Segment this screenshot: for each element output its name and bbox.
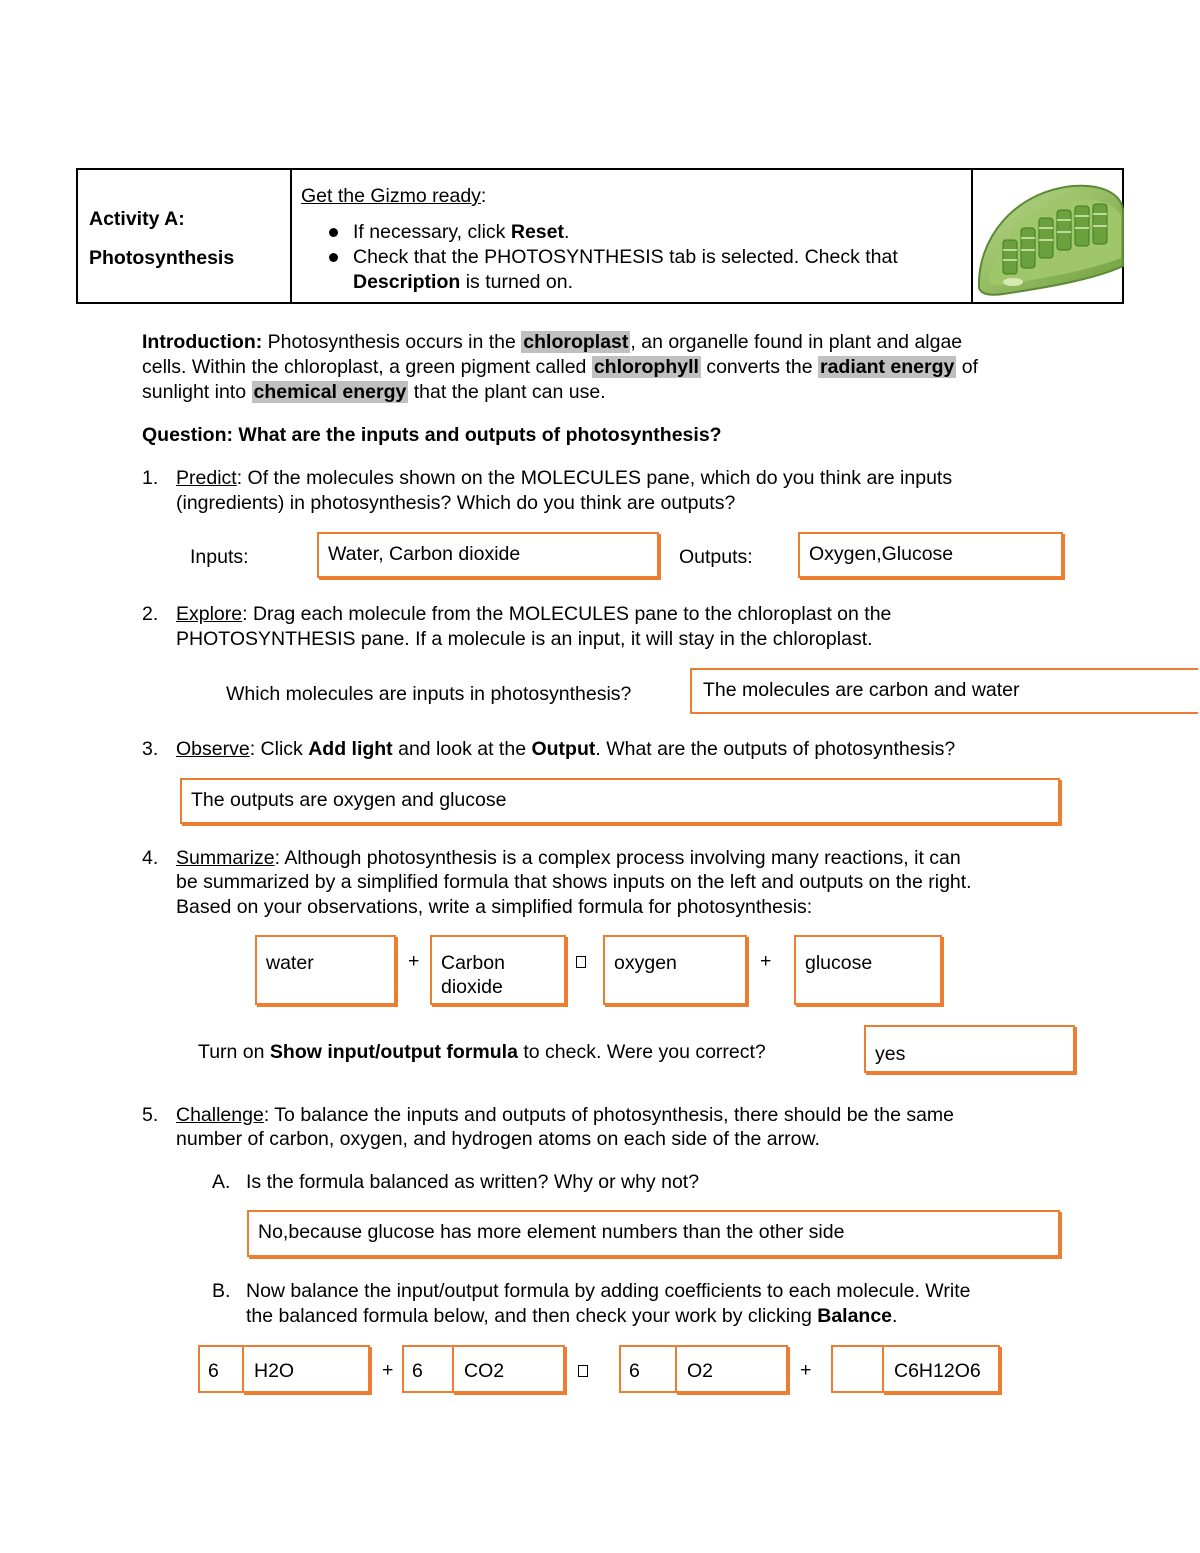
q1-line-2: (ingredients) in photosynthesis? Which do you think are outputs? (176, 492, 736, 514)
plus-sign: + (382, 1359, 394, 1381)
intro-line-2: cells. Within the chloroplast, a green pigment called chlorophyll converts the radiant energy of (142, 356, 979, 378)
coefficient-co2-field[interactable]: 6 (402, 1345, 454, 1393)
chloroplast-illustration-icon (973, 170, 1124, 302)
activity-label: Activity A: (89, 208, 185, 230)
coefficient-water-field[interactable]: 6 (198, 1345, 244, 1393)
q3-line-1: Observe: Click Add light and look at the Output. What are the outputs of photosynthesis? (176, 738, 956, 760)
q5b-line-1: Now balance the input/output formula by adding coefficients to each molecule. Write (246, 1280, 971, 1302)
q2-prompt: Which molecules are inputs in photosynthesis? (226, 683, 632, 705)
chloroplast-image-cell (971, 170, 1124, 302)
formula-input-water-field[interactable]: water (255, 935, 396, 1005)
formula-input-carbon-dioxide-field[interactable]: Carbon dioxide (430, 935, 566, 1005)
q2-line-1: Explore: Drag each molecule from the MOLECULES pane to the chloroplast on the (176, 603, 892, 625)
q5-number: 5. (142, 1104, 159, 1126)
formula-output-oxygen-field[interactable]: oxygen (603, 935, 747, 1005)
q5a-letter: A. (212, 1171, 231, 1193)
outputs-answer-field[interactable]: Oxygen,Glucose (798, 532, 1063, 578)
q2-answer-field[interactable]: The molecules are carbon and water (690, 668, 1198, 714)
activity-header-table (76, 168, 1124, 304)
arrow-icon (576, 956, 586, 968)
intro-line-1: Introduction: Photosynthesis occurs in the chloroplast , an organelle found in plant and algae (142, 331, 963, 353)
activity-name: Photosynthesis (89, 247, 235, 269)
q4-line-2: be summarized by a simplified formula that shows inputs on the left and outputs on the right. (176, 871, 972, 893)
highlight-chemical-energy: chemical energy (253, 381, 407, 403)
inputs-answer-field[interactable]: Water, Carbon dioxide (317, 532, 659, 578)
q5-line-1: Challenge: To balance the inputs and outputs of photosynthesis, there should be the same (176, 1104, 955, 1126)
inputs-label: Inputs: (190, 546, 249, 568)
outputs-label: Outputs: (679, 546, 753, 568)
molecule-glucose-field[interactable]: C6H12O6 (882, 1345, 1000, 1393)
q5b-letter: B. (212, 1280, 231, 1302)
q5a-answer-field[interactable]: No,because glucose has more element numbers than the other side (247, 1210, 1060, 1257)
plus-sign: + (760, 950, 772, 972)
intro-line-3: sunlight into chemical energy that the plant can use. (142, 381, 606, 403)
coefficient-o2-field[interactable]: 6 (619, 1345, 677, 1393)
activity-title-cell (78, 170, 292, 302)
highlight-chlorophyll: chlorophyll (593, 356, 699, 378)
formula-output-glucose-field[interactable]: glucose (794, 935, 942, 1005)
check-formula-prompt: Turn on Show input/output formula to check. Were you correct? (198, 1041, 766, 1063)
molecule-o2-field[interactable]: O2 (675, 1345, 788, 1393)
plus-sign: + (408, 950, 420, 972)
gizmo-step-tab: Check that the PHOTOSYNTHESIS tab is selected. Check that (353, 246, 898, 268)
gizmo-ready-heading: Get the Gizmo ready: (301, 185, 487, 207)
q5-line-2: number of carbon, oxygen, and hydrogen atoms on each side of the arrow. (176, 1128, 820, 1150)
q4-line-3: Based on your observations, write a simplified formula for photosynthesis: (176, 896, 813, 918)
q3-answer-field[interactable]: The outputs are oxygen and glucose (180, 778, 1060, 824)
highlight-radiant-energy: radiant energy (819, 356, 955, 378)
plus-sign: + (800, 1359, 812, 1381)
bullet-icon (329, 228, 338, 237)
q5b-line-2: the balanced formula below, and then check your work by clicking Balance. (246, 1305, 898, 1327)
arrow-icon (578, 1365, 588, 1377)
bullet-icon (329, 253, 338, 262)
q4-line-1: Summarize: Although photosynthesis is a complex process involving many reactions, it can (176, 847, 961, 869)
q1-number: 1. (142, 467, 159, 489)
q2-number: 2. (142, 603, 159, 625)
coefficient-glucose-field[interactable] (831, 1345, 884, 1393)
check-answer-field[interactable]: yes (864, 1025, 1075, 1073)
q5a-text: Is the formula balanced as written? Why or why not? (246, 1171, 700, 1193)
q3-number: 3. (142, 738, 159, 760)
gizmo-step-reset: If necessary, click Reset. (353, 221, 570, 243)
main-question: Question: What are the inputs and outputs of photosynthesis? (142, 424, 722, 446)
gizmo-step-description: Description is turned on. (353, 271, 574, 293)
molecule-water-field[interactable]: H2O (242, 1345, 370, 1393)
q1-line-1: Predict: Of the molecules shown on the MOLECULES pane, which do you think are inputs (176, 467, 953, 489)
q4-number: 4. (142, 847, 159, 869)
q2-line-2: PHOTOSYNTHESIS pane. If a molecule is an input, it will stay in the chloroplast. (176, 628, 873, 650)
molecule-co2-field[interactable]: CO2 (452, 1345, 565, 1393)
highlight-chloroplast: chloroplast (523, 331, 629, 353)
